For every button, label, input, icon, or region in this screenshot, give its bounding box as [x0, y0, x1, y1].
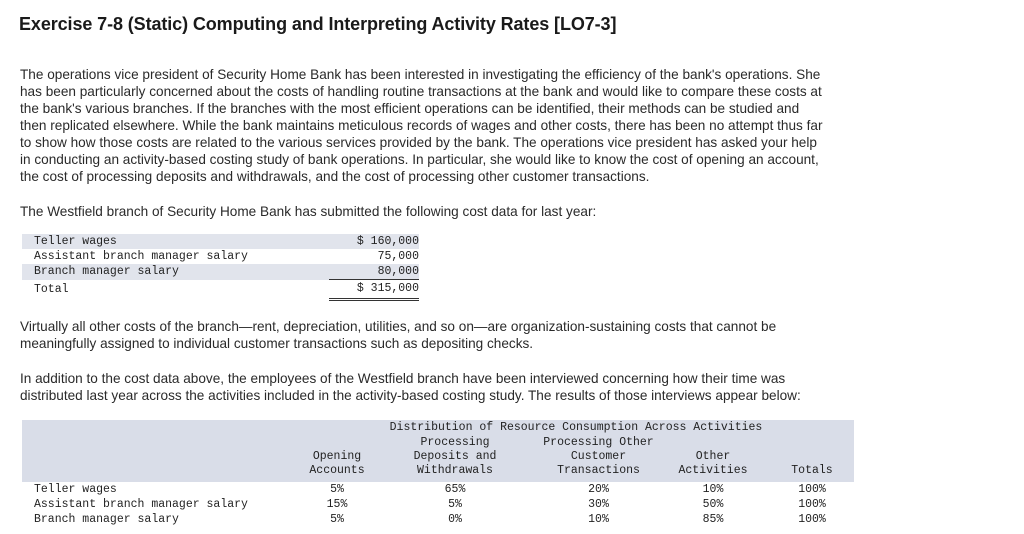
interview-paragraph: [20, 370, 980, 404]
intro-line: the bank's various branches. If the branches with the most efficient operations can be identified, their methods can be studied and: [20, 101, 800, 116]
column-header-customer: Processing Other Customer Transactions: [543, 436, 654, 477]
intro-line: has been particularly concerned about the costs of handling routine transactions at the bank and would like to compare these costs at: [20, 84, 822, 99]
cell-customer: 30%: [588, 498, 609, 511]
cell-total: 100%: [798, 498, 826, 511]
cell-deposits: 0%: [448, 513, 462, 526]
column-header-other: Other Activities: [678, 450, 748, 477]
intro-paragraph: [20, 66, 980, 185]
cell-total: 100%: [798, 513, 826, 526]
paragraph-line: In addition to the cost data above, the employees of the Westfield branch have been interviewed concerning how their time was: [20, 371, 786, 386]
column-header-totals: Totals: [791, 464, 833, 477]
cell-other: 10%: [702, 483, 724, 496]
westfield-paragraph: The Westfield branch of Security Home Bank has submitted the following cost data for last year:: [20, 204, 597, 219]
row-label: Assistant branch manager salary: [34, 498, 248, 511]
table-row: [22, 512, 854, 527]
other-costs-paragraph: [20, 318, 980, 352]
cost-label: Teller wages: [22, 234, 329, 249]
table-row: [22, 264, 419, 280]
column-header-deposits: Processing Deposits and Withdrawals: [413, 436, 497, 477]
cell-opening: 15%: [326, 498, 348, 511]
cell-customer: 10%: [588, 513, 609, 526]
intro-line: The operations vice president of Security Home Bank has been interested in investigating the efficiency of the bank's operations. She: [20, 67, 821, 82]
distribution-table: [22, 420, 854, 527]
cost-label: Assistant branch manager salary: [34, 250, 248, 263]
intro-line: in conducting an activity-based costing study of bank operations. In particular, she would like to know the cost of opening an account,: [20, 152, 819, 167]
page-title: Exercise 7-8 (Static) Computing and Interpreting Activity Rates [LO7-3]: [19, 14, 617, 34]
cell-deposits: 65%: [444, 483, 466, 496]
intro-line: then replicated elsewhere. While the bank maintains meticulous records of wages and other costs, there has been no attempt thus far: [20, 118, 823, 133]
table-row: [22, 482, 854, 497]
cell-opening: 5%: [330, 513, 344, 526]
distribution-caption: Distribution of Resource Consumption Across Activities: [389, 421, 763, 434]
cost-label: Branch manager salary: [22, 264, 329, 280]
cell-deposits: 5%: [448, 498, 462, 511]
intro-line: the cost of processing deposits and withdrawals, and the cost of processing other customer transactions.: [20, 169, 650, 184]
row-label: Teller wages: [34, 483, 117, 496]
paragraph-line: Virtually all other costs of the branch—rent, depreciation, utilities, and so on—are organization-sustaining costs that cannot be: [20, 319, 777, 334]
table-row: [22, 234, 419, 249]
column-header-opening: Opening Accounts: [309, 450, 365, 477]
cell-opening: 5%: [330, 483, 344, 496]
total-amount: $ 315,000: [329, 280, 419, 300]
cost-amount: 75,000: [377, 250, 419, 263]
cell-other: 50%: [702, 498, 724, 511]
intro-line: to show how those costs are related to the various services provided by the bank. The operations vice president has asked your help: [20, 135, 817, 150]
paragraph-line: distributed last year across the activities included in the activity-based costing study. The results of those interviews appear below:: [20, 388, 801, 403]
cost-amount: 80,000: [329, 264, 419, 280]
cost-data-table: [22, 234, 419, 301]
total-row: [22, 280, 419, 300]
table-row: [22, 249, 419, 264]
cell-customer: 20%: [588, 483, 609, 496]
cost-amount: $ 160,000: [329, 234, 419, 249]
cell-other: 85%: [702, 513, 724, 526]
cell-total: 100%: [798, 483, 826, 496]
paragraph-line: meaningfully assigned to individual customer transactions such as depositing checks.: [20, 336, 534, 351]
table-row: [22, 497, 854, 512]
distribution-table-header: [22, 420, 854, 482]
row-label: Branch manager salary: [34, 513, 179, 526]
total-label: Total: [34, 282, 69, 296]
